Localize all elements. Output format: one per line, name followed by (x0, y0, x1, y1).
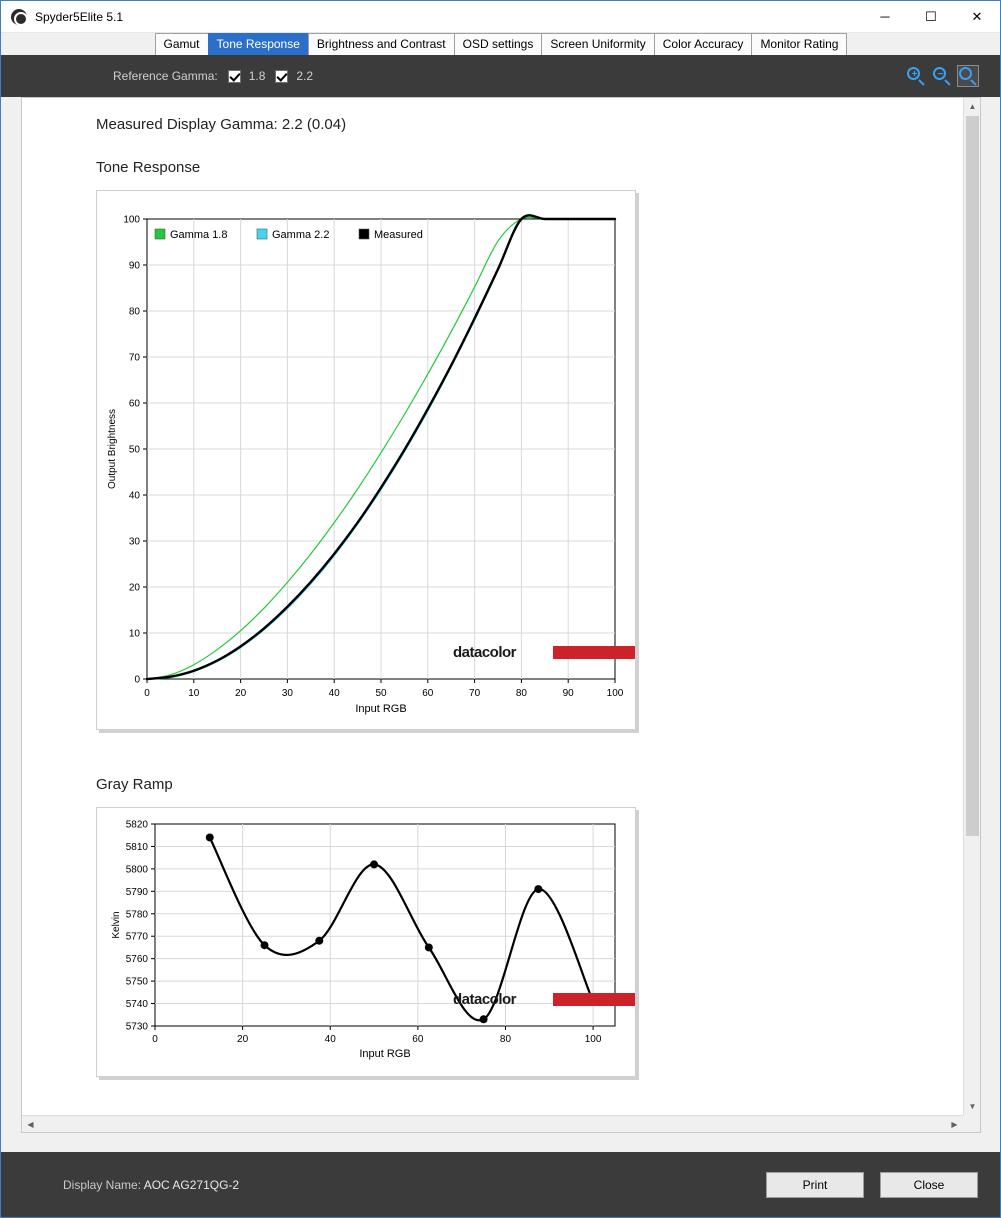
close-window-button[interactable]: ✕ (971, 8, 983, 24)
svg-text:80: 80 (515, 688, 527, 699)
reference-gamma-1-8-label: 1.8 (248, 69, 266, 83)
svg-text:Output Brightness: Output Brightness (107, 408, 118, 490)
vertical-scrollbar[interactable] (963, 98, 980, 1115)
title-bar (1, 1, 1000, 33)
svg-text:Measured: Measured (374, 229, 423, 241)
svg-text:5740: 5740 (125, 999, 148, 1011)
svg-text:70: 70 (128, 352, 140, 364)
svg-text:0: 0 (144, 688, 150, 699)
svg-text:100: 100 (123, 214, 140, 226)
svg-text:40: 40 (324, 1034, 336, 1045)
tab-bar (1, 33, 1000, 55)
svg-text:50: 50 (375, 688, 387, 699)
svg-text:5750: 5750 (125, 976, 148, 988)
svg-text:20: 20 (128, 582, 140, 594)
svg-text:60: 60 (412, 1034, 424, 1045)
svg-text:0: 0 (152, 1034, 158, 1045)
tone-response-title: Tone Response (96, 159, 201, 176)
svg-text:10: 10 (188, 688, 200, 699)
svg-text:5730: 5730 (125, 1021, 148, 1033)
tone-response-plot (97, 191, 635, 729)
gray-ramp-title: Gray Ramp (96, 776, 173, 793)
horizontal-scrollbar[interactable] (22, 1115, 963, 1132)
footer-bar (1, 1152, 1000, 1217)
svg-text:30: 30 (281, 688, 293, 699)
tab-monitor-rating[interactable]: Monitor Rating (751, 33, 847, 55)
svg-text:100: 100 (584, 1034, 602, 1045)
zoom-in-icon[interactable] (906, 66, 926, 86)
svg-text:5770: 5770 (125, 931, 148, 943)
svg-text:40: 40 (328, 688, 340, 699)
report-content (22, 98, 964, 1116)
svg-text:80: 80 (499, 1034, 512, 1045)
maximize-button[interactable]: ☐ (925, 8, 937, 24)
svg-text:5820: 5820 (125, 819, 148, 831)
svg-text:100: 100 (606, 688, 624, 699)
reference-gamma-2-2-label: 2.2 (296, 69, 314, 83)
spyder-icon (11, 9, 27, 25)
svg-text:5790: 5790 (125, 886, 148, 898)
svg-text:datacolor: datacolor (453, 991, 517, 1008)
zoom-in-sign: + (911, 69, 918, 80)
gray-ramp-plot (97, 808, 635, 1076)
scroll-left-arrow[interactable]: ◀ (27, 1120, 34, 1129)
svg-text:40: 40 (128, 490, 140, 502)
zoom-out-icon[interactable] (932, 66, 952, 86)
zoom-controls (906, 66, 978, 86)
svg-text:Input RGB: Input RGB (359, 1048, 411, 1060)
svg-text:30: 30 (128, 536, 140, 548)
tab-tone-response[interactable]: Tone Response (208, 33, 309, 55)
minimize-button[interactable]: ─ (880, 9, 890, 24)
tab-brightness-and-contrast[interactable]: Brightness and Contrast (308, 33, 455, 55)
svg-text:0: 0 (134, 674, 140, 686)
svg-text:20: 20 (235, 688, 247, 699)
svg-text:80: 80 (128, 306, 140, 318)
display-name-label: Display Name: (63, 1177, 142, 1192)
display-name (63, 1178, 239, 1192)
print-button[interactable]: Print (766, 1172, 864, 1198)
scrollbar-corner (963, 1115, 980, 1132)
tone-response-chart (96, 190, 636, 730)
measured-gamma-text: Measured Display Gamma: 2.2 (0.04) (96, 116, 347, 133)
scroll-up-arrow[interactable]: ▲ (968, 102, 977, 111)
svg-text:Gamma 2.2: Gamma 2.2 (272, 229, 330, 241)
reference-gamma-1-8-checkbox[interactable] (228, 70, 241, 83)
svg-text:90: 90 (562, 688, 574, 699)
tab-osd-settings[interactable]: OSD settings (454, 33, 543, 55)
close-button[interactable]: Close (880, 1172, 978, 1198)
report-panel (21, 97, 981, 1133)
footer-buttons (766, 1172, 978, 1198)
svg-text:90: 90 (128, 260, 140, 272)
svg-text:datacolor: datacolor (453, 644, 517, 661)
display-name-value: AOC AG271QG-2 (143, 1177, 240, 1192)
tab-color-accuracy[interactable]: Color Accuracy (654, 33, 753, 55)
svg-text:Kelvin: Kelvin (111, 911, 122, 939)
svg-text:10: 10 (128, 628, 140, 640)
gray-ramp-chart (96, 807, 636, 1077)
svg-text:70: 70 (469, 688, 481, 699)
scroll-right-arrow[interactable]: ▶ (951, 1120, 958, 1129)
tab-gamut[interactable]: Gamut (155, 33, 209, 55)
svg-text:5810: 5810 (125, 841, 148, 853)
vertical-scroll-thumb[interactable] (966, 116, 979, 836)
svg-text:Input RGB: Input RGB (355, 703, 407, 715)
scroll-down-arrow[interactable]: ▼ (968, 1102, 977, 1111)
zoom-out-sign: − (937, 69, 944, 80)
svg-text:60: 60 (422, 688, 434, 699)
svg-text:20: 20 (237, 1034, 249, 1045)
svg-text:Gamma 1.8: Gamma 1.8 (170, 229, 228, 241)
reference-gamma-2-2-checkbox[interactable] (275, 70, 288, 83)
zoom-reset-icon[interactable] (958, 66, 978, 86)
window-title: Spyder5Elite 5.1 (35, 9, 124, 24)
tab-screen-uniformity[interactable]: Screen Uniformity (541, 33, 654, 55)
svg-text:5780: 5780 (125, 909, 148, 921)
svg-text:50: 50 (128, 444, 140, 456)
svg-text:60: 60 (128, 398, 140, 410)
toolbar (1, 55, 1000, 97)
svg-text:5800: 5800 (125, 864, 148, 876)
svg-text:5760: 5760 (125, 954, 148, 966)
reference-gamma-label: Reference Gamma: (113, 69, 218, 83)
